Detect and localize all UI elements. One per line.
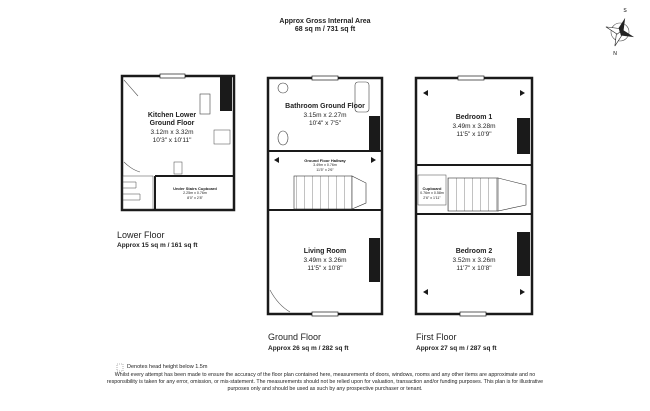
bedroom2-name: Bedroom 2	[455, 248, 493, 255]
kitchen-imperial: 10'3" x 10'11"	[152, 137, 192, 144]
bedroom2-metric: 3.52m x 3.26m	[452, 257, 496, 264]
bedroom1-name: Bedroom 1	[455, 114, 493, 121]
lower-floor-area: Approx 15 sq m / 161 sq ft	[117, 242, 198, 249]
bathroom-metric: 3.15m x 2.27m	[303, 112, 347, 119]
living-room-metric: 3.49m x 3.26m	[303, 257, 347, 264]
kitchen-name-line2: Ground Floor	[149, 120, 195, 127]
lower-cupboard-metric: 2.25m x 0.76m	[183, 191, 207, 195]
kitchen-metric: 3.12m x 3.32m	[150, 129, 194, 136]
first-cupboard-imperial: 2'6" x 1'11"	[423, 196, 441, 200]
head-height-legend: Denotes head height below 1.5m	[127, 364, 208, 370]
lower-floor-title: Lower Floor	[117, 230, 165, 240]
bathroom-name: Bathroom Ground Floor	[285, 103, 365, 110]
bathroom-imperial: 10'4" x 7'5"	[308, 120, 342, 127]
first-floor-area: Approx 27 sq m / 287 sq ft	[416, 345, 497, 352]
living-room-name: Living Room	[303, 248, 347, 255]
first-floor-title: First Floor	[416, 332, 457, 342]
head-height-legend-icon	[117, 364, 123, 371]
ground-floor-title: Ground Floor	[268, 332, 322, 342]
bedroom1-imperial: 11'5" x 10'9"	[456, 131, 492, 138]
lower-cupboard-imperial: 8'0" x 2'8"	[187, 196, 203, 200]
compass-icon	[605, 17, 635, 47]
compass-north-letter: N	[613, 51, 617, 57]
bedroom2-imperial: 11'7" x 10'8"	[456, 265, 492, 272]
kitchen-name-line1: Kitchen Lower	[147, 112, 197, 119]
first-cupboard-name: Cupboard	[422, 186, 442, 191]
gross-area-title: Approx Gross Internal Area	[279, 18, 371, 25]
hallway-imperial: 11'5" x 2'6"	[316, 168, 334, 172]
living-room-imperial: 11'5" x 10'8"	[307, 265, 343, 272]
ground-floor-area: Approx 26 sq m / 282 sq ft	[268, 345, 349, 352]
hallway-metric: 3.49m x 0.76m	[313, 163, 337, 167]
lower-cupboard-name: Under Stairs Cupboard	[173, 186, 217, 191]
disclaimer: Whilst every attempt has been made to ensure the accuracy of the floor plan contained here, measurements of doors, windows, rooms and any other items are approximate and no responsibility is taken for any error, omission, or mis-statement. The measurements should not be relied upon for valuation, transaction and/or funding purposes. This plan is for illustrative purposes only and should be used as such by any prospective purchaser or tenant.	[106, 372, 544, 393]
gross-area-value: 68 sq m / 731 sq ft	[294, 26, 356, 33]
bedroom1-metric: 3.49m x 3.28m	[452, 123, 496, 130]
first-cupboard-metric: 0.76m x 0.58m	[420, 191, 444, 195]
hallway-name: Ground Floor Hallway	[304, 158, 346, 163]
compass-south-letter: S	[623, 8, 627, 14]
